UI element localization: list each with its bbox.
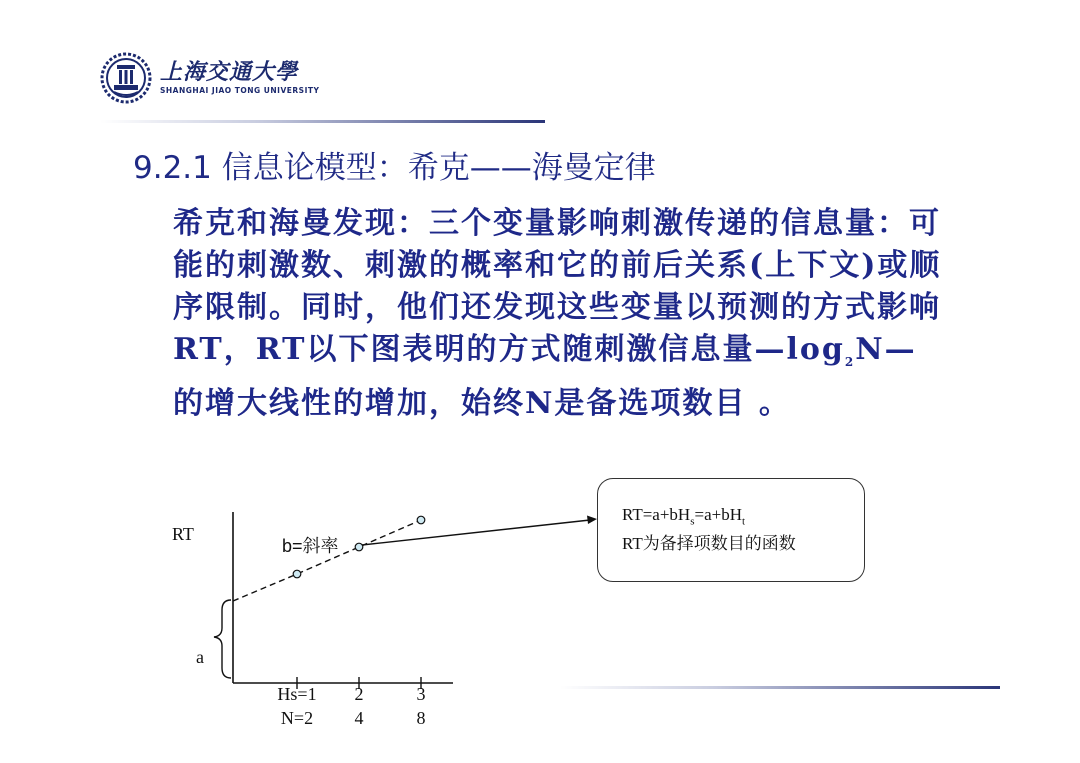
y-axis-label: RT	[172, 524, 194, 544]
body-text-part-2: N—的增大线性的增加，始终N是备选项数目 。	[173, 332, 917, 421]
chart-root	[172, 512, 597, 728]
x-tick-label-n-3: 8	[416, 708, 426, 728]
data-point-2	[355, 543, 363, 551]
data-point-3	[417, 516, 425, 524]
body-text-part-1: 希克和海曼发现：三个变量影响刺激传递的信息量：可能的刺激数、刺激的概率和它的前后关系(上下文)或顺序限制。同时，他们还发现这些变量以预测的方式影响RT，RT以下图表明的方式随刺激信息量—log	[173, 206, 942, 367]
formula-sub-t: t	[741, 515, 746, 528]
footer-divider	[560, 686, 1000, 689]
callout-arrow-line	[362, 520, 590, 545]
x-tick-label-hs-1: Hs=1	[277, 684, 317, 704]
x-tick-label-n-1: N=2	[280, 708, 314, 728]
formula-callout-box	[597, 478, 865, 582]
regression-line	[233, 520, 421, 601]
intercept-label: a	[196, 647, 204, 667]
slope-label-prefix: b=	[282, 536, 303, 556]
slide-title: 9.2.1 信息论模型：希克——海曼定律	[133, 150, 656, 186]
formula-part-2: =a+bH	[694, 505, 742, 524]
formula-line-2: RT为备择项数目的函数	[622, 534, 796, 553]
slope-label-cn: 斜率	[302, 536, 339, 556]
logo-english-name: SHANGHAI JIAO TONG UNIVERSITY	[160, 86, 320, 95]
x-tick-label-hs-2: 2	[354, 684, 364, 704]
data-point-1	[293, 570, 301, 578]
slope-label	[282, 536, 339, 556]
logo-chinese-name: 上海交通大學	[160, 59, 299, 85]
formula-part-1: RT=a+bH	[622, 505, 691, 524]
log-base-subscript: 2	[844, 355, 856, 369]
x-tick-label-hs-3: 3	[416, 684, 426, 704]
callout-arrow-head	[587, 516, 597, 525]
formula-sub-s: s	[690, 515, 695, 528]
formula-line-1	[622, 505, 745, 527]
intercept-brace	[214, 600, 231, 678]
x-tick-label-n-2: 4	[354, 708, 364, 728]
